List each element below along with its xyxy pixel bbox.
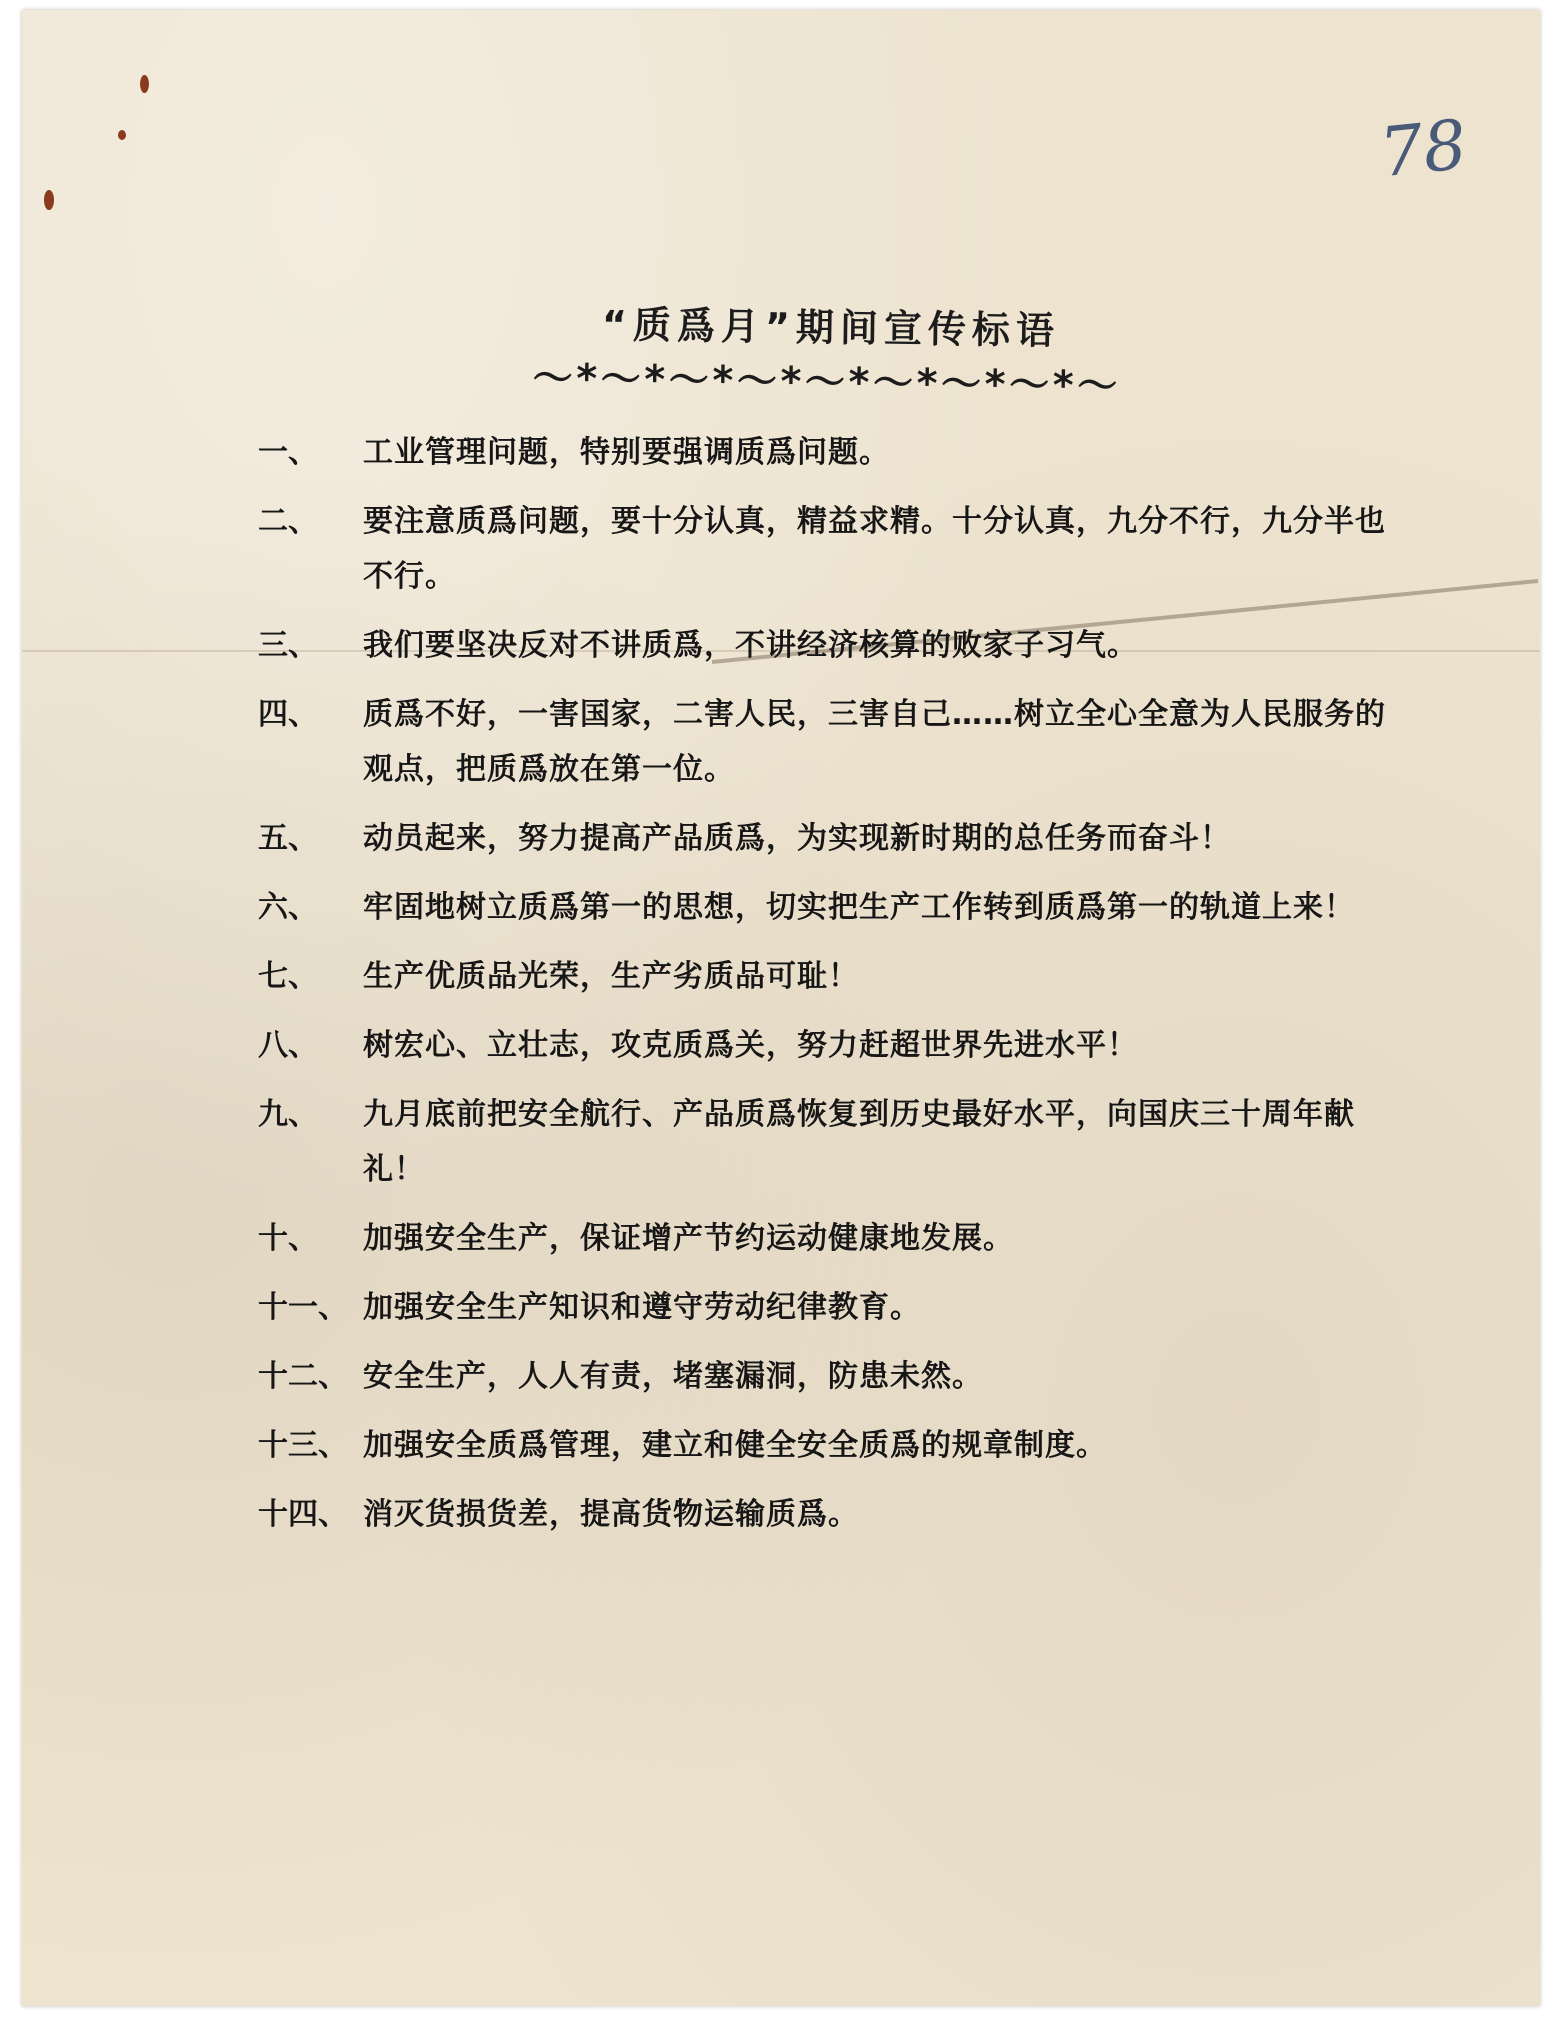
slogan-item xyxy=(258,1280,1388,1335)
slogan-text: 工业管理问题，特别要强调质爲问题。 xyxy=(363,435,890,470)
rust-stain xyxy=(140,75,149,93)
slogan-item xyxy=(258,949,1388,1004)
slogan-number: 十四、 xyxy=(258,1497,348,1532)
slogan-text: 消灭货损货差，提高货物运输质爲。 xyxy=(363,1497,859,1532)
slogan-number: 六、 xyxy=(258,890,318,925)
slogan-item xyxy=(258,687,1388,797)
slogan-text: 加强安全质爲管理，建立和健全安全质爲的规章制度。 xyxy=(363,1428,1107,1463)
handwritten-page-number: 78 xyxy=(1376,105,1471,194)
slogan-text: 我们要坚决反对不讲质爲，不讲经济核算的败家子习气。 xyxy=(363,628,1138,663)
slogan-item xyxy=(258,618,1388,673)
slogan-number: 九、 xyxy=(258,1097,318,1132)
slogan-text: 加强安全生产知识和遵守劳动纪律教育。 xyxy=(363,1290,921,1325)
slogan-text: 九月底前把安全航行、产品质爲恢复到历史最好水平，向国庆三十周年献礼！ xyxy=(363,1097,1355,1187)
slogan-item xyxy=(258,425,1388,480)
slogan-item xyxy=(258,880,1388,935)
slogan-item xyxy=(258,494,1388,604)
slogan-text: 树宏心、立壮志，攻克质爲关，努力赶超世界先进水平！ xyxy=(363,1028,1138,1063)
slogan-item xyxy=(258,1349,1388,1404)
slogan-text: 生产优质品光荣，生产劣质品可耻！ xyxy=(363,959,859,994)
slogan-number: 十二、 xyxy=(258,1359,348,1394)
slogan-number: 十、 xyxy=(258,1221,318,1256)
slogan-item xyxy=(258,1018,1388,1073)
slogan-number: 十三、 xyxy=(258,1428,348,1463)
slogan-item xyxy=(258,1211,1388,1266)
slogan-number: 四、 xyxy=(258,697,318,732)
rust-stain xyxy=(44,190,54,210)
paper-sheet xyxy=(22,10,1540,2006)
slogan-number: 八、 xyxy=(258,1028,318,1063)
slogan-text: 加强安全生产，保证增产节约运动健康地发展。 xyxy=(363,1221,1014,1256)
slogan-number: 一、 xyxy=(258,435,318,470)
slogan-number: 十一、 xyxy=(258,1290,348,1325)
title-divider: 〜*〜*〜*〜*〜*〜*〜*〜*〜 xyxy=(532,355,1120,410)
slogan-text: 安全生产，人人有责，堵塞漏洞，防患未然。 xyxy=(363,1359,983,1394)
slogan-number: 七、 xyxy=(258,959,318,994)
slogan-item xyxy=(258,811,1388,866)
slogan-number: 三、 xyxy=(258,628,318,663)
slogan-item xyxy=(258,1487,1388,1542)
slogan-item xyxy=(258,1087,1388,1197)
slogan-text: 牢固地树立质爲第一的思想，切实把生产工作转到质爲第一的轨道上来！ xyxy=(363,890,1355,925)
slogan-text: 动员起来，努力提高产品质爲，为实现新时期的总任务而奋斗！ xyxy=(363,821,1231,856)
page-title: “质爲月”期间宣传标语 xyxy=(601,302,1061,353)
slogan-number: 五、 xyxy=(258,821,318,856)
slogan-list xyxy=(258,425,1388,1556)
slogan-text: 质爲不好，一害国家，二害人民，三害自己……树立全心全意为人民服务的观点，把质爲放在第一位。 xyxy=(363,697,1386,787)
rust-stain xyxy=(118,130,126,140)
slogan-text: 要注意质爲问题，要十分认真，精益求精。十分认真，九分不行，九分半也不行。 xyxy=(363,504,1386,594)
slogan-number: 二、 xyxy=(258,504,318,539)
slogan-item xyxy=(258,1418,1388,1473)
